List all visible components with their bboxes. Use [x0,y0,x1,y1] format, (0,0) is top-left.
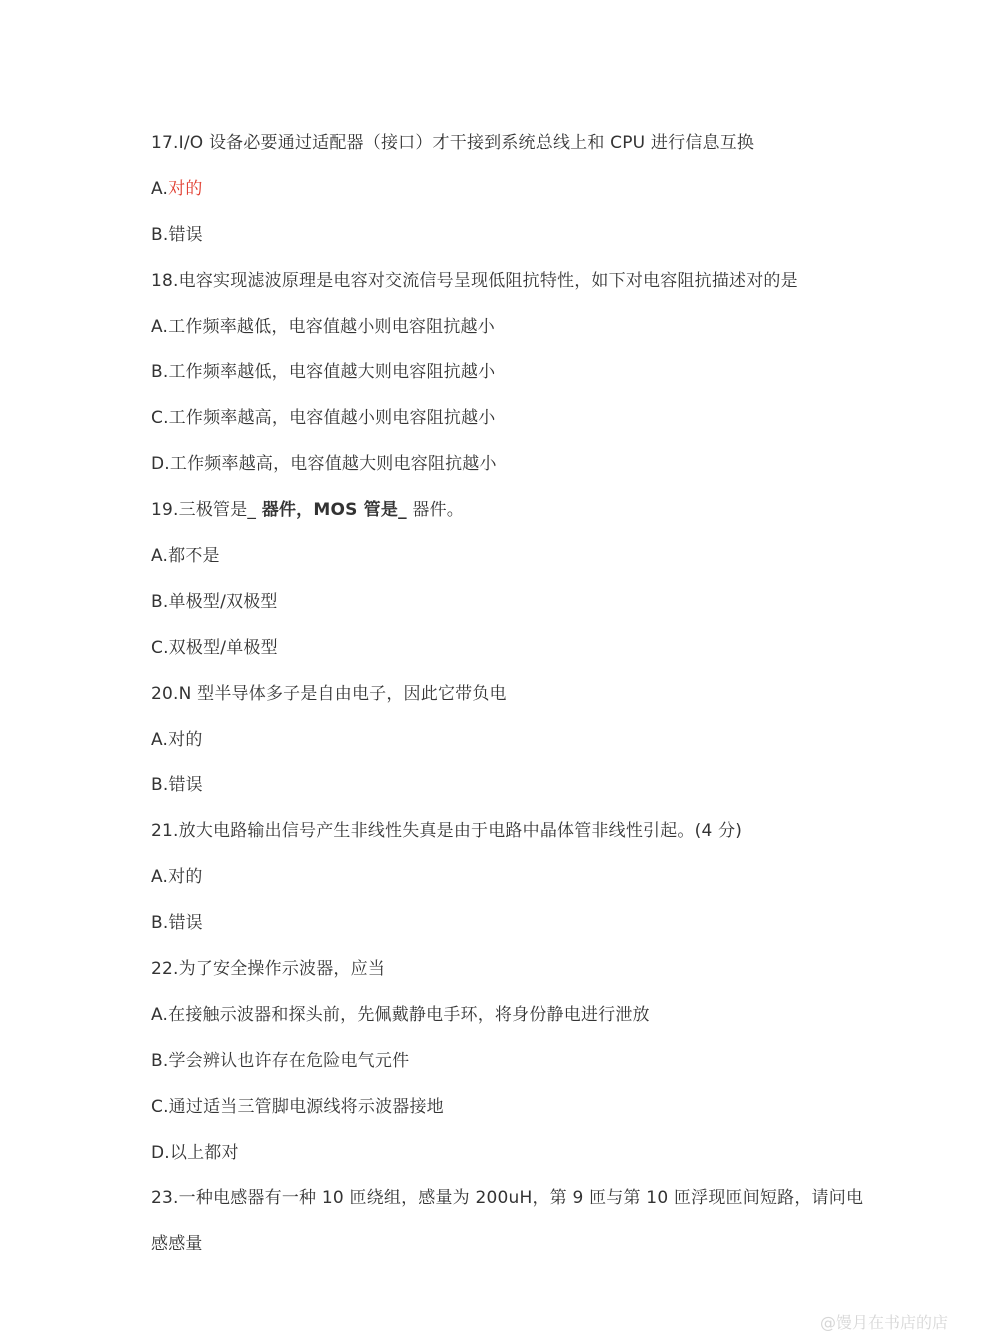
option-22-b: B.学会辨认也许存在危险电气元件 [151,1050,410,1071]
question-19-part-a: 19.三极管是_ [151,500,262,521]
option-17-a [151,174,911,220]
option-17-b: B.错误 [151,224,203,245]
option-22-d: D.以上都对 [151,1142,239,1163]
question-list [151,128,911,1275]
question-18: 18.电容实现滤波原理是电容对交流信号呈现低阻抗特性，如下对电容阻抗描述对的是 [151,270,798,291]
watermark-text: @馒月在书店的店 [819,1313,948,1332]
option-19-b: B.单极型/双极型 [151,591,278,612]
option-18-d: D.工作频率越高，电容值越大则电容阻抗越小 [151,454,497,475]
option-19-a: A.都不是 [151,546,220,567]
question-23: 23.一种电感器有一种 10 匝绕组，感量为 200uH，第 9 匝与第 10 匝浮现匝间短路，请问电 [151,1188,864,1209]
option-20-b: B.错误 [151,775,203,796]
option-20-a: A.对的 [151,729,203,750]
option-22-a: A.在接触示波器和探头前，先佩戴静电手环，将身份静电进行泄放 [151,1004,650,1025]
option-prefix: A. [151,178,169,199]
question-21: 21.放大电路输出信号产生非线性失真是由于电路中晶体管非线性引起。(4 分) [151,821,743,842]
option-answer-text: 对的 [168,178,203,199]
option-22-c: C.通过适当三管脚电源线将示波器接地 [151,1096,444,1117]
question-19-part-b: 器件，MOS 管是_ [261,500,407,521]
question-23-continued: 感感量 [151,1234,203,1255]
option-18-b: B.工作频率越低，电容值越大则电容阻抗越小 [151,362,496,383]
option-21-b: B.错误 [151,913,203,934]
option-18-a: A.工作频率越低，电容值越小则电容阻抗越小 [151,316,495,337]
question-22: 22.为了安全操作示波器，应当 [151,959,386,980]
option-18-c: C.工作频率越高，电容值越小则电容阻抗越小 [151,408,496,429]
question-20: 20.N 型半导体多子是自由电子，因此它带负电 [151,683,507,704]
question-17: 17.I/O 设备必要通过适配器（接口）才干接到系统总线上和 CPU 进行信息互换 [151,133,755,153]
option-21-a: A.对的 [151,867,203,888]
question-19 [151,495,911,541]
question-19-part-c: 器件。 [406,500,464,521]
option-19-c: C.双极型/单极型 [151,637,278,658]
